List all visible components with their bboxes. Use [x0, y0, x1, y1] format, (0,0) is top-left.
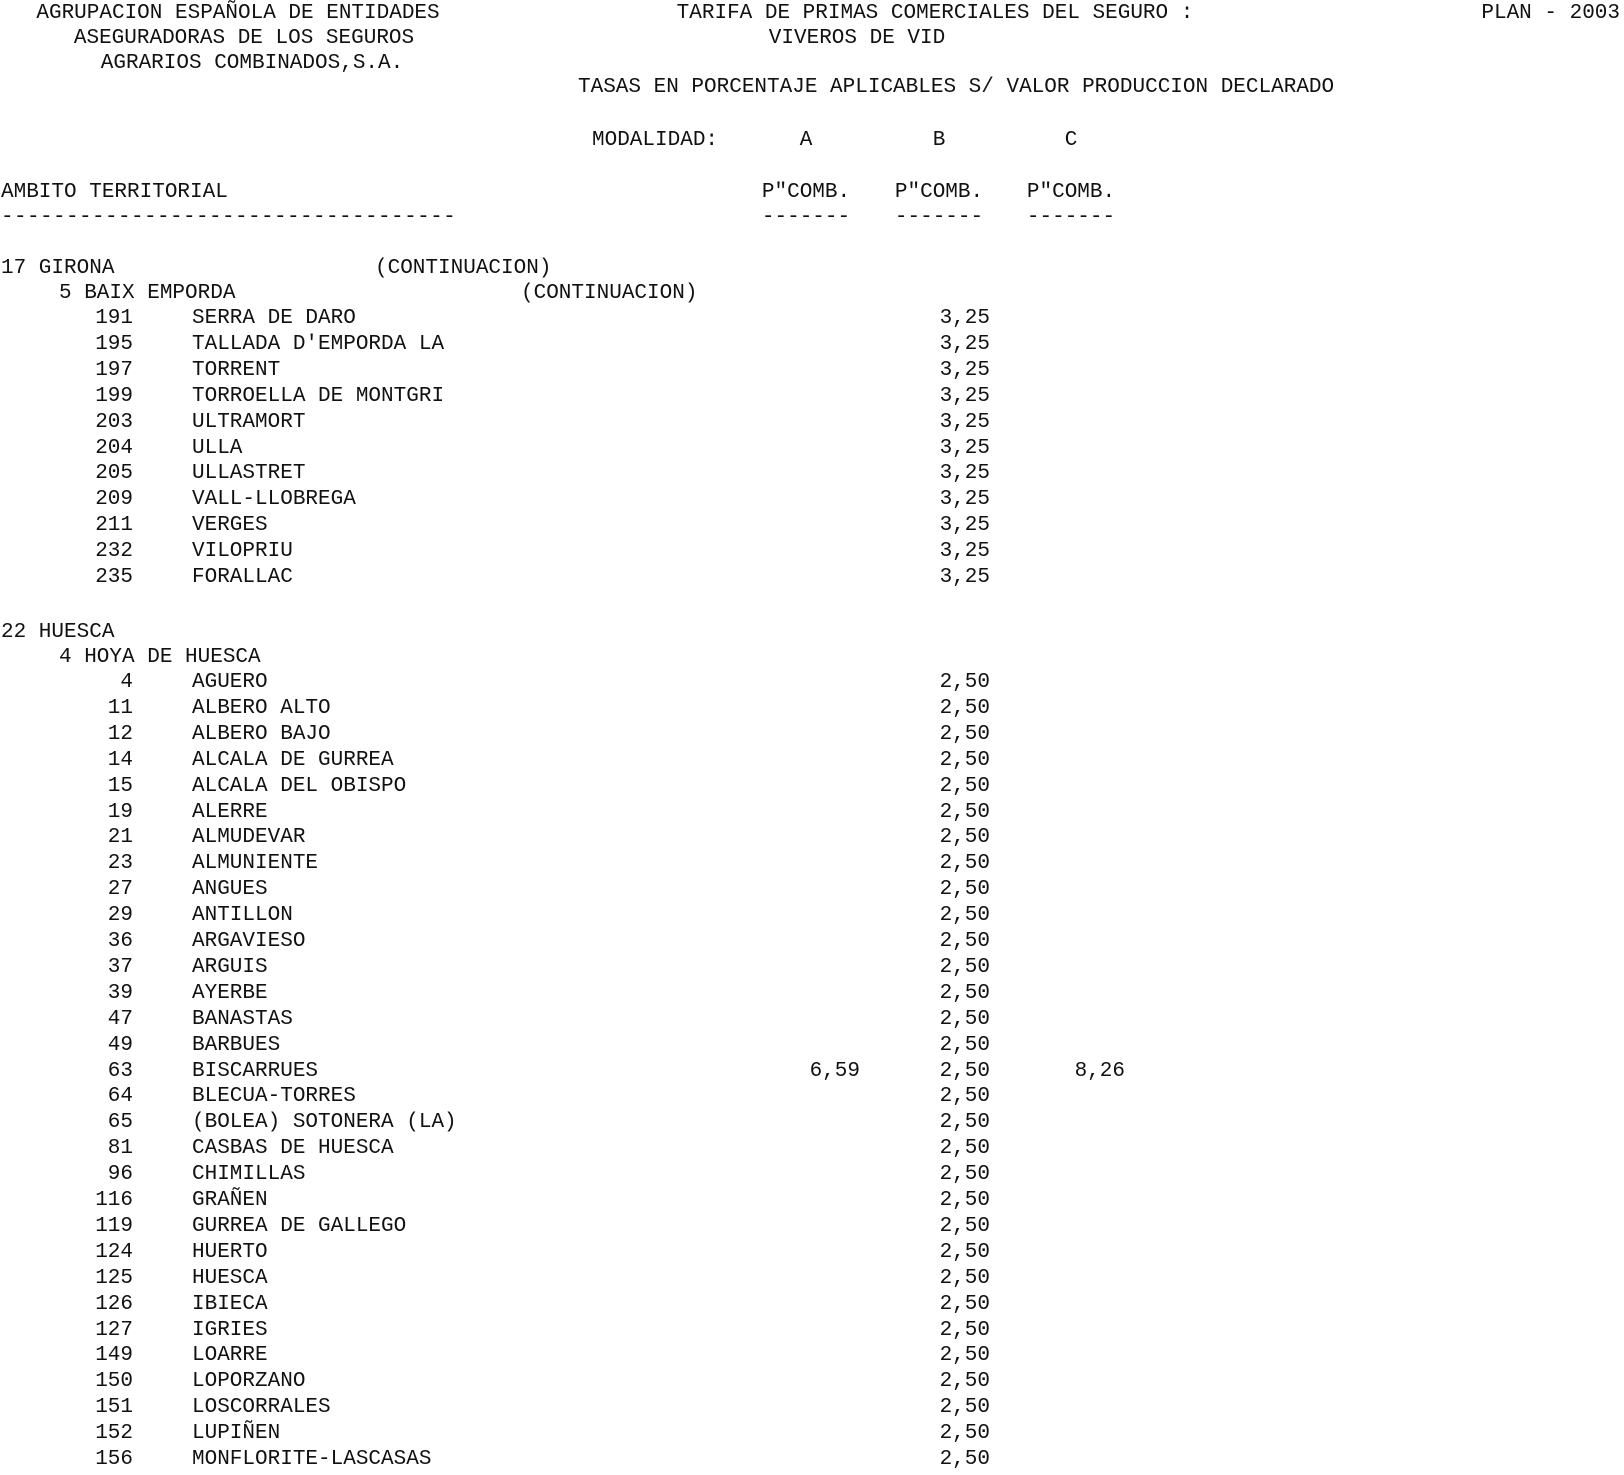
table-row [0, 1242, 1624, 1268]
municipality-name: ULTRAMORT [192, 410, 306, 434]
municipality-name: ARGUIS [192, 955, 268, 979]
municipality-code: 199 [95, 384, 133, 408]
column-a-underline: ------- [761, 206, 851, 229]
modalidad-b: B [932, 129, 946, 152]
rate-b: 2,50 [939, 1111, 990, 1135]
municipality-code: 126 [95, 1292, 133, 1316]
municipality-name: AGUERO [192, 671, 268, 694]
rate-b: 2,50 [939, 1007, 990, 1031]
municipality-code: 125 [95, 1266, 133, 1290]
municipality-code: 36 [107, 930, 133, 953]
municipality-name: ALBERO BAJO [192, 722, 331, 746]
municipality-code: 64 [107, 1085, 133, 1109]
org-name-line1: AGRUPACION ESPAÑOLA DE ENTIDADES [36, 2, 440, 25]
table-row [0, 1138, 1624, 1164]
modalidad-label: MODALIDAD: [592, 129, 719, 152]
municipality-code: 21 [107, 826, 133, 850]
table-row [0, 1345, 1624, 1371]
municipality-name: BARBUES [192, 1033, 281, 1057]
rate-b: 2,50 [939, 696, 990, 720]
municipality-name: IBIECA [192, 1292, 268, 1316]
municipality-code: 149 [95, 1344, 133, 1368]
municipality-name: VALL-LLOBREGA [192, 488, 356, 512]
rate-b: 3,25 [939, 358, 990, 382]
rate-b: 3,25 [939, 514, 990, 538]
municipality-name: ALBERO ALTO [192, 696, 331, 720]
rate-b: 2,50 [939, 955, 990, 979]
municipality-name: ULLA [192, 436, 243, 460]
rate-b: 2,50 [939, 1448, 990, 1471]
table-row [0, 1268, 1624, 1294]
column-c-header: P"COMB. [1026, 181, 1116, 204]
table-row [0, 489, 1624, 515]
municipality-name: BLECUA-TORRES [192, 1085, 356, 1109]
municipality-code: 235 [95, 566, 133, 589]
municipality-name: IGRIES [192, 1318, 268, 1342]
table-row [0, 802, 1624, 828]
rate-b: 2,50 [939, 1292, 990, 1316]
table-row [0, 515, 1624, 541]
table-row [0, 957, 1624, 983]
municipality-code: 27 [107, 878, 133, 902]
municipality-code: 203 [95, 410, 133, 434]
municipality-code: 81 [107, 1137, 133, 1161]
rate-b: 2,50 [939, 1240, 990, 1264]
municipality-name: ANGUES [192, 878, 268, 902]
table-row [0, 1112, 1624, 1138]
rate-b: 3,25 [939, 332, 990, 356]
comarca-continuation: (CONTINUACION) [521, 282, 698, 305]
rate-b: 2,50 [939, 1189, 990, 1212]
modalidad-c: C [1064, 129, 1078, 152]
table-row [0, 1320, 1624, 1346]
rate-b: 2,50 [939, 878, 990, 902]
table-row [0, 672, 1624, 698]
column-b-header: P"COMB. [894, 181, 984, 204]
table-row [0, 1164, 1624, 1190]
table-row [0, 541, 1624, 567]
municipality-code: 152 [95, 1422, 133, 1446]
municipality-code: 23 [107, 852, 133, 876]
rate-a: 6,59 [809, 1059, 860, 1083]
municipality-code: 197 [95, 358, 133, 382]
comarca-heading: 4 HOYA DE HUESCA [59, 646, 261, 669]
rate-b: 3,25 [939, 540, 990, 564]
org-name-line2: ASEGURADORAS DE LOS SEGUROS [73, 27, 415, 50]
rate-b: 2,50 [939, 1422, 990, 1446]
comarca-heading: 5 BAIX EMPORDA [59, 282, 236, 305]
municipality-code: 195 [95, 332, 133, 356]
municipality-code: 209 [95, 488, 133, 512]
municipality-code: 124 [95, 1240, 133, 1264]
municipality-name: AYERBE [192, 981, 268, 1005]
rate-b: 2,50 [939, 1137, 990, 1161]
municipality-name: LOPORZANO [192, 1370, 306, 1394]
municipality-code: 156 [95, 1448, 133, 1471]
column-b-underline: ------- [894, 206, 984, 229]
table-row [0, 983, 1624, 1009]
rate-b: 3,25 [939, 462, 990, 486]
table-row [0, 724, 1624, 750]
municipality-code: 204 [95, 436, 133, 460]
rate-b: 3,25 [939, 307, 990, 330]
municipality-name: BANASTAS [192, 1007, 293, 1031]
municipality-code: 29 [107, 904, 133, 928]
ambito-header: AMBITO TERRITORIAL [1, 181, 228, 204]
rate-b: 2,50 [939, 748, 990, 772]
municipality-name: BISCARRUES [192, 1059, 319, 1083]
table-row [0, 1061, 1624, 1087]
municipality-code: 119 [95, 1214, 133, 1238]
rate-b: 2,50 [939, 800, 990, 824]
table-row [0, 905, 1624, 931]
municipality-name: LOSCORRALES [192, 1396, 331, 1420]
table-row [0, 1449, 1624, 1475]
tariff-title: TARIFA DE PRIMAS COMERCIALES DEL SEGURO : [676, 2, 1194, 25]
municipality-name: TORRENT [192, 358, 281, 382]
org-name-line3: AGRARIOS COMBINADOS,S.A. [100, 52, 404, 75]
table-row [0, 1423, 1624, 1449]
municipality-code: 47 [107, 1007, 133, 1031]
municipality-name: CHIMILLAS [192, 1163, 306, 1187]
table-row [0, 1190, 1624, 1216]
municipality-code: 150 [95, 1370, 133, 1394]
table-row [0, 1294, 1624, 1320]
table-row [0, 931, 1624, 957]
table-row [0, 698, 1624, 724]
rate-b: 3,25 [939, 488, 990, 512]
tariff-product: VIVEROS DE VID [768, 27, 946, 50]
municipality-name: GURREA DE GALLEGO [192, 1214, 407, 1238]
table-row [0, 438, 1624, 464]
municipality-name: GRAÑEN [192, 1189, 268, 1212]
municipality-name: ALMUDEVAR [192, 826, 306, 850]
municipality-name: HUESCA [192, 1266, 268, 1290]
municipality-code: 205 [95, 462, 133, 486]
municipality-code: 15 [107, 774, 133, 798]
municipality-code: 232 [95, 540, 133, 564]
municipality-name: LUPIÑEN [192, 1422, 281, 1446]
table-row [0, 1086, 1624, 1112]
rate-b: 2,50 [939, 904, 990, 928]
municipality-code: 4 [120, 671, 133, 694]
rate-b: 2,50 [939, 1163, 990, 1187]
table-row [0, 750, 1624, 776]
municipality-code: 39 [107, 981, 133, 1005]
municipality-code: 63 [107, 1059, 133, 1083]
table-row [0, 308, 1624, 334]
table-row [0, 386, 1624, 412]
column-c-underline: ------- [1026, 206, 1116, 229]
table-row [0, 567, 1624, 593]
rate-c: 8,26 [1074, 1059, 1125, 1083]
municipality-code: 96 [107, 1163, 133, 1187]
table-row [0, 879, 1624, 905]
municipality-name: ARGAVIESO [192, 930, 306, 953]
municipality-code: 11 [107, 696, 133, 720]
municipality-name: HUERTO [192, 1240, 268, 1264]
table-row [0, 412, 1624, 438]
municipality-name: TORROELLA DE MONTGRI [192, 384, 445, 408]
municipality-name: ALCALA DE GURREA [192, 748, 394, 772]
province-heading: 22 HUESCA [1, 621, 115, 644]
municipality-name: ANTILLON [192, 904, 293, 928]
rate-b: 2,50 [939, 1033, 990, 1057]
table-row [0, 463, 1624, 489]
municipality-name: ALCALA DEL OBISPO [192, 774, 407, 798]
rate-b: 2,50 [939, 774, 990, 798]
province-heading: 17 GIRONA [1, 257, 115, 280]
rate-b: 2,50 [939, 671, 990, 694]
table-row [0, 827, 1624, 853]
municipality-name: TALLADA D'EMPORDA LA [192, 332, 445, 356]
rate-b: 2,50 [939, 722, 990, 746]
municipality-name: ALERRE [192, 800, 268, 824]
rates-subtitle: TASAS EN PORCENTAJE APLICABLES S/ VALOR PRODUCCION DECLARADO [578, 76, 1335, 99]
municipality-code: 12 [107, 722, 133, 746]
table-row [0, 334, 1624, 360]
municipality-code: 65 [107, 1111, 133, 1135]
municipality-name: MONFLORITE-LASCASAS [192, 1448, 432, 1471]
rate-b: 2,50 [939, 1059, 990, 1083]
table-row [0, 1397, 1624, 1423]
municipality-name: VILOPRIU [192, 540, 293, 564]
municipality-code: 211 [95, 514, 133, 538]
rate-b: 2,50 [939, 1318, 990, 1342]
municipality-name: FORALLAC [192, 566, 293, 589]
municipality-name: ALMUNIENTE [192, 852, 319, 876]
rate-b: 3,25 [939, 566, 990, 589]
municipality-code: 49 [107, 1033, 133, 1057]
municipality-code: 19 [107, 800, 133, 824]
municipality-name: LOARRE [192, 1344, 268, 1368]
ambito-underline: ----------------------------------- [1, 206, 457, 229]
rate-b: 3,25 [939, 410, 990, 434]
table-row [0, 1035, 1624, 1061]
rate-b: 2,50 [939, 852, 990, 876]
rate-b: 2,50 [939, 1085, 990, 1109]
table-row [0, 853, 1624, 879]
rate-b: 2,50 [939, 1396, 990, 1420]
municipality-code: 116 [95, 1189, 133, 1212]
municipality-name: VERGES [192, 514, 268, 538]
table-row [0, 360, 1624, 386]
municipality-code: 191 [95, 307, 133, 330]
modalidad-a: A [799, 129, 813, 152]
municipality-code: 151 [95, 1396, 133, 1420]
rate-b: 2,50 [939, 1344, 990, 1368]
municipality-code: 37 [107, 955, 133, 979]
municipality-name: CASBAS DE HUESCA [192, 1137, 394, 1161]
plan-year: PLAN - 2003 [1481, 2, 1620, 25]
column-a-header: P"COMB. [761, 181, 851, 204]
province-continuation: (CONTINUACION) [375, 257, 552, 280]
rate-b: 2,50 [939, 1214, 990, 1238]
rate-b: 2,50 [939, 826, 990, 850]
municipality-name: ULLASTRET [192, 462, 306, 486]
table-row [0, 1371, 1624, 1397]
rate-b: 2,50 [939, 930, 990, 953]
municipality-code: 14 [107, 748, 133, 772]
rate-b: 2,50 [939, 1266, 990, 1290]
rate-b: 3,25 [939, 384, 990, 408]
municipality-code: 127 [95, 1318, 133, 1342]
rate-b: 3,25 [939, 436, 990, 460]
table-row [0, 776, 1624, 802]
table-row [0, 1009, 1624, 1035]
municipality-name: (BOLEA) SOTONERA (LA) [192, 1111, 457, 1135]
municipality-name: SERRA DE DARO [192, 307, 356, 330]
rate-b: 2,50 [939, 981, 990, 1005]
rate-b: 2,50 [939, 1370, 990, 1394]
table-row [0, 1216, 1624, 1242]
